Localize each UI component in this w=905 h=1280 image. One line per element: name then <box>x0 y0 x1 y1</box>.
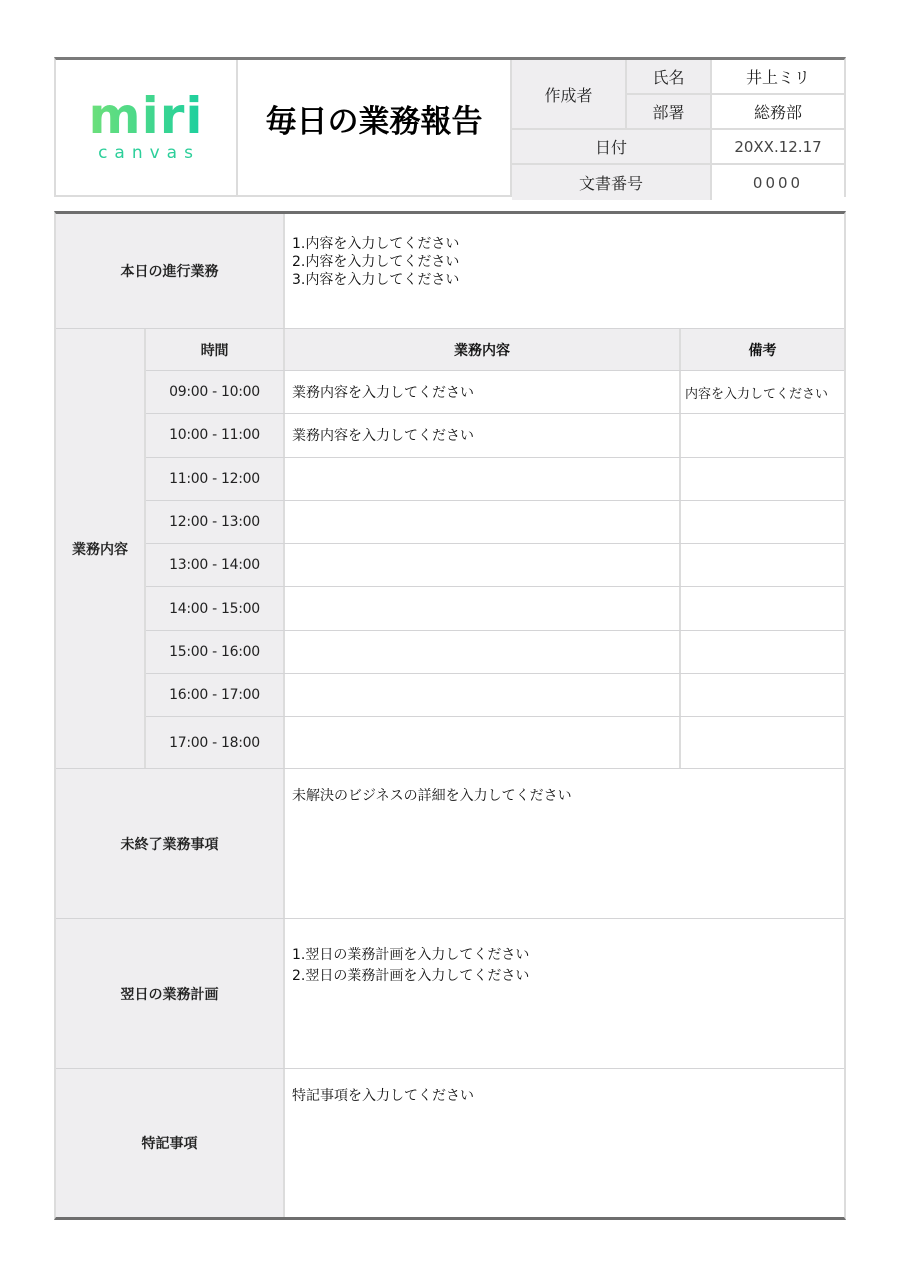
note-cell[interactable] <box>681 717 844 768</box>
schedule-section <box>56 329 844 769</box>
table-row <box>146 458 844 501</box>
note-cell[interactable] <box>681 587 844 629</box>
today-task-line: 1.内容を入力してください <box>292 236 460 252</box>
table-row <box>146 414 844 457</box>
task-cell[interactable] <box>285 501 681 543</box>
unfinished-field[interactable] <box>285 769 844 918</box>
today-tasks-field[interactable] <box>285 214 844 328</box>
note-cell[interactable] <box>681 501 844 543</box>
table-row <box>146 544 844 587</box>
task-cell[interactable] <box>285 631 681 673</box>
report-page <box>54 57 846 1153</box>
date-field[interactable]: 20XX.12.17 <box>712 130 844 165</box>
unfinished-label: 未終了業務事項 <box>56 769 285 918</box>
time-cell: 17:00 - 18:00 <box>146 717 285 768</box>
logo-wordmark: miri <box>88 86 204 145</box>
next-day-plan-field[interactable] <box>285 919 844 1068</box>
table-row <box>146 371 844 414</box>
today-task-line: 3.内容を入力してください <box>292 272 460 288</box>
table-row <box>146 631 844 674</box>
page-title[interactable]: 毎日の業務報告 <box>265 104 483 140</box>
note-cell[interactable] <box>681 458 844 500</box>
column-header-task: 業務内容 <box>285 329 681 370</box>
unfinished-row <box>56 769 844 919</box>
time-cell: 16:00 - 17:00 <box>146 674 285 716</box>
doc-number-field[interactable]: 0000 <box>712 165 844 200</box>
special-notes-field[interactable] <box>285 1069 844 1217</box>
time-cell: 14:00 - 15:00 <box>146 587 285 629</box>
note-cell[interactable] <box>681 631 844 673</box>
column-header-note: 備考 <box>681 329 844 370</box>
time-cell: 15:00 - 16:00 <box>146 631 285 673</box>
today-tasks-row <box>56 214 844 329</box>
note-cell[interactable] <box>681 414 844 456</box>
next-day-plan-label: 翌日の業務計画 <box>56 919 285 1068</box>
time-cell: 10:00 - 11:00 <box>146 414 285 456</box>
logo <box>56 60 238 195</box>
meta-table <box>512 60 844 195</box>
task-cell[interactable] <box>285 544 681 586</box>
schedule-header-row <box>146 329 844 371</box>
department-field[interactable]: 総務部 <box>712 95 844 130</box>
name-field[interactable]: 井上ミリ <box>712 60 844 95</box>
column-header-time: 時間 <box>146 329 285 370</box>
report-form <box>54 211 846 1220</box>
task-cell[interactable] <box>285 458 681 500</box>
next-day-plan-line: 2.翌日の業務計画を入力してください <box>292 968 530 985</box>
table-row <box>146 674 844 717</box>
note-cell[interactable] <box>681 544 844 586</box>
time-cell: 11:00 - 12:00 <box>146 458 285 500</box>
time-cell: 12:00 - 13:00 <box>146 501 285 543</box>
date-label: 日付 <box>512 130 712 165</box>
special-notes-line: 特記事項を入力してください <box>292 1088 474 1105</box>
unfinished-line: 未解決のビジネスの詳細を入力してください <box>292 788 572 805</box>
schedule-table <box>146 329 844 768</box>
special-notes-row <box>56 1069 844 1217</box>
schedule-label: 業務内容 <box>56 329 146 768</box>
title-cell <box>238 60 512 195</box>
table-row <box>146 501 844 544</box>
task-cell[interactable] <box>285 674 681 716</box>
special-notes-label: 特記事項 <box>56 1069 285 1217</box>
author-label: 作成者 <box>512 60 627 130</box>
name-label: 氏名 <box>627 60 712 95</box>
department-label: 部署 <box>627 95 712 130</box>
today-tasks-label: 本日の進行業務 <box>56 214 285 328</box>
time-cell: 09:00 - 10:00 <box>146 371 285 413</box>
doc-number-label: 文書番号 <box>512 165 712 200</box>
note-cell[interactable]: 内容を入力してください <box>685 386 829 402</box>
time-cell: 13:00 - 14:00 <box>146 544 285 586</box>
table-row <box>146 717 844 768</box>
task-cell[interactable] <box>285 587 681 629</box>
note-cell[interactable] <box>681 674 844 716</box>
table-row <box>146 587 844 630</box>
task-cell[interactable]: 業務内容を入力してください <box>285 371 681 413</box>
next-day-plan-row <box>56 919 844 1069</box>
next-day-plan-line: 1.翌日の業務計画を入力してください <box>292 947 530 964</box>
task-cell[interactable] <box>285 717 681 768</box>
logo-subtext: canvas <box>98 142 200 163</box>
today-task-line: 2.内容を入力してください <box>292 254 460 270</box>
task-cell[interactable]: 業務内容を入力してください <box>285 414 681 456</box>
report-header <box>54 57 846 197</box>
